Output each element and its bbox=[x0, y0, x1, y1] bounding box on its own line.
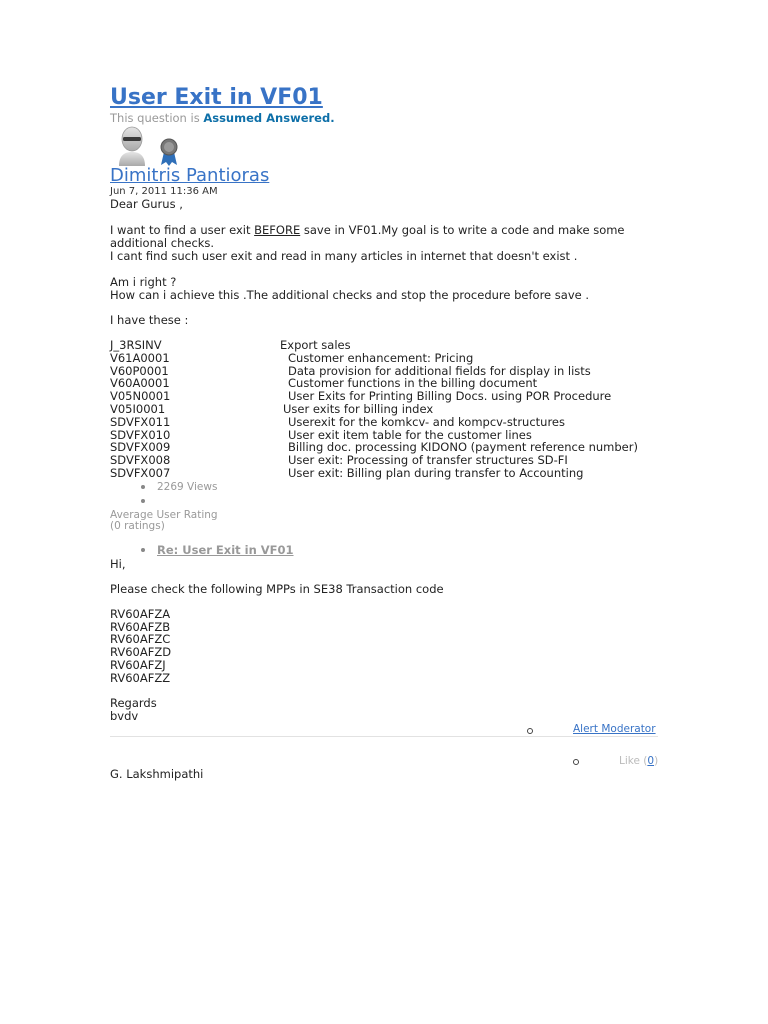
program-name: RV60AFZC bbox=[110, 632, 171, 646]
exit-code: J_3RSINV bbox=[110, 338, 162, 352]
question-status bbox=[110, 110, 335, 126]
program-name: RV60AFZB bbox=[110, 620, 171, 634]
exit-code: V60P0001 bbox=[110, 364, 169, 378]
exit-desc: User exit: Billing plan during transfer to Accounting bbox=[288, 466, 584, 480]
exit-desc: User Exits for Printing Billing Docs. using POR Procedure bbox=[288, 389, 612, 403]
like-label: Like ( bbox=[619, 755, 648, 767]
exit-code: V05N0001 bbox=[110, 389, 171, 403]
exit-desc: User exits for billing index bbox=[283, 402, 434, 416]
exit-desc: Billing doc. processing KIDONO (payment reference number) bbox=[288, 440, 638, 454]
post-title[interactable]: User Exit in VF01 bbox=[110, 85, 323, 110]
author-name[interactable]: Dimitris Pantioras bbox=[110, 165, 270, 186]
signature: bvdv bbox=[110, 709, 139, 723]
exit-desc: Export sales bbox=[280, 338, 351, 352]
exit-code: V60A0001 bbox=[110, 376, 170, 390]
reply-author: G. Lakshmipathi bbox=[110, 767, 204, 781]
status-value: Assumed Answered. bbox=[203, 111, 335, 125]
exit-desc: Customer functions in the billing document bbox=[288, 376, 538, 390]
exit-desc: Customer enhancement: Pricing bbox=[288, 351, 474, 365]
have-these: I have these : bbox=[110, 313, 189, 327]
question-line-1: Am i right ? bbox=[110, 275, 177, 289]
rank-badge-icon bbox=[157, 138, 181, 166]
exit-desc: Userexit for the komkcv- and kompcv-structures bbox=[288, 415, 565, 429]
paragraph-1-line-3: I cant find such user exit and read in many articles in internet that doesn't exist . bbox=[110, 249, 578, 263]
question-line-2: How can i achieve this .The additional checks and stop the procedure before save . bbox=[110, 288, 590, 302]
like-control bbox=[619, 755, 658, 768]
views-count: 2269 Views bbox=[157, 481, 218, 493]
list-bullet bbox=[141, 548, 145, 552]
reply-greeting: Hi, bbox=[110, 557, 126, 571]
alert-moderator-link[interactable]: Alert Moderator bbox=[573, 723, 656, 735]
list-circle bbox=[527, 728, 533, 734]
para1-emphasis: BEFORE bbox=[254, 223, 301, 237]
exit-code: V05I0001 bbox=[110, 402, 166, 416]
exit-desc: Data provision for additional fields for display in lists bbox=[288, 364, 591, 378]
regards: Regards bbox=[110, 696, 157, 710]
user-avatar-icon[interactable] bbox=[116, 126, 148, 166]
divider bbox=[110, 736, 658, 737]
exit-code: SDVFX008 bbox=[110, 453, 171, 467]
reply-instruction: Please check the following MPPs in SE38 Transaction code bbox=[110, 582, 444, 596]
program-name: RV60AFZJ bbox=[110, 658, 166, 672]
program-name: RV60AFZA bbox=[110, 607, 171, 621]
greeting: Dear Gurus , bbox=[110, 197, 183, 211]
like-count-link[interactable]: 0 bbox=[647, 755, 655, 767]
rating-label: Average User Rating bbox=[110, 509, 218, 521]
exit-code: SDVFX007 bbox=[110, 466, 171, 480]
like-close: ) bbox=[654, 755, 659, 767]
list-circle bbox=[573, 759, 579, 765]
list-bullet bbox=[141, 485, 145, 489]
exit-code: SDVFX011 bbox=[110, 415, 171, 429]
reply-title-link[interactable]: Re: User Exit in VF01 bbox=[157, 543, 294, 557]
exit-desc: User exit item table for the customer lines bbox=[288, 428, 532, 442]
post-date: Jun 7, 2011 11:36 AM bbox=[110, 186, 218, 197]
para1-part-a: I want to find a user exit bbox=[110, 223, 255, 237]
status-prefix: This question is bbox=[110, 111, 200, 125]
exit-code: V61A0001 bbox=[110, 351, 170, 365]
exit-desc: User exit: Processing of transfer structures SD-FI bbox=[288, 453, 568, 467]
exit-code: SDVFX009 bbox=[110, 440, 171, 454]
rating-count: (0 ratings) bbox=[110, 520, 165, 532]
para1-part-b: save in VF01.My goal is to write a code and make some bbox=[300, 223, 625, 237]
program-name: RV60AFZD bbox=[110, 645, 172, 659]
list-bullet bbox=[141, 499, 145, 503]
program-name: RV60AFZZ bbox=[110, 671, 171, 685]
exit-code: SDVFX010 bbox=[110, 428, 171, 442]
paragraph-1-line-2: additional checks. bbox=[110, 236, 215, 250]
